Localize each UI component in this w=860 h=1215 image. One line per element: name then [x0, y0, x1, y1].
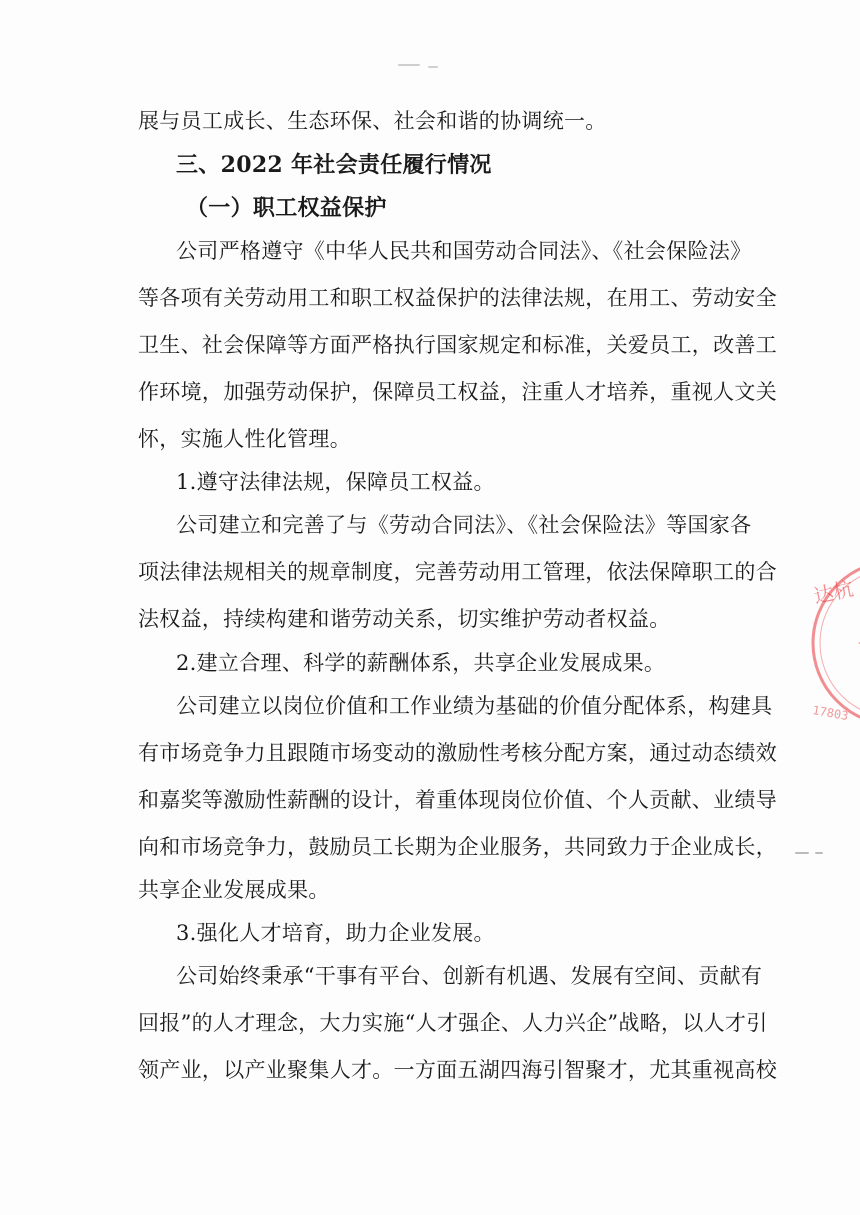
scan-speck [815, 852, 823, 854]
paragraph-line: 和嘉奖等激励性薪酬的设计，着重体现岗位价值、个人贡献、业绩导 [138, 788, 777, 812]
paragraph-line: 作环境，加强劳动保护，保障员工权益，注重人才培养，重视人文关 [138, 380, 777, 404]
paragraph-line: 公司建立以岗位价值和工作业绩为基础的价值分配体系，构建具 [176, 694, 773, 718]
paragraph-line: 法权益，持续构建和谐劳动关系，切实维护劳动者权益。 [138, 607, 671, 631]
paragraph-line: 展与员工成长、生态环保、社会和谐的协调统一。 [138, 109, 607, 133]
paragraph-line: 领产业，以产业聚集人才。一方面五湖四海引智聚才，尤其重视高校 [138, 1058, 777, 1082]
numbered-item: 1.遵守法律法规，保障员工权益。 [176, 470, 495, 494]
paragraph-line: 卫生、社会保障等方面严格执行国家规定和标准，关爱员工，改善工 [138, 333, 777, 357]
paragraph-line: 向和市场竞争力，鼓励员工长期为企业服务，共同致力于企业成长， [138, 835, 777, 859]
seal-text-top: 达杭 [811, 576, 856, 609]
paragraph-line: 回报”的人才理念，大力实施“人才强企、人力兴企”战略，以人才引 [138, 1011, 768, 1035]
seal-text-bottom: 17803 [811, 703, 850, 724]
scan-speck [428, 66, 438, 68]
paragraph-line: 等各项有关劳动用工和职工权益保护的法律法规，在用工、劳动安全 [138, 286, 777, 310]
paragraph-line: 公司始终秉承“干事有平台、创新有机遇、发展有空间、贡献有 [176, 964, 763, 988]
section-heading: 三、2022 年社会责任履行情况 [176, 152, 492, 178]
paragraph-line: 公司严格遵守《中华人民共和国劳动合同法》、《社会保险法》 [176, 239, 752, 263]
paragraph-line: 怀，实施人性化管理。 [138, 427, 351, 451]
paragraph-line: 共享企业发展成果。 [138, 878, 330, 902]
subsection-heading: （一）职工权益保护 [186, 195, 387, 221]
company-seal-stamp [800, 545, 860, 745]
scan-speck [795, 852, 809, 854]
paragraph-line: 公司建立和完善了与《劳动合同法》、《社会保险法》等国家各 [176, 513, 752, 537]
paragraph-line: 有市场竞争力且跟随市场变动的激励性考核分配方案，通过动态绩效 [138, 741, 777, 765]
scan-speck [398, 64, 420, 66]
paragraph-line: 项法律法规相关的规章制度，完善劳动用工管理，依法保障职工的合 [138, 560, 777, 584]
numbered-item: 3.强化人才培育，助力企业发展。 [176, 921, 495, 945]
numbered-item: 2.建立合理、科学的薪酬体系，共享企业发展成果。 [176, 651, 666, 675]
